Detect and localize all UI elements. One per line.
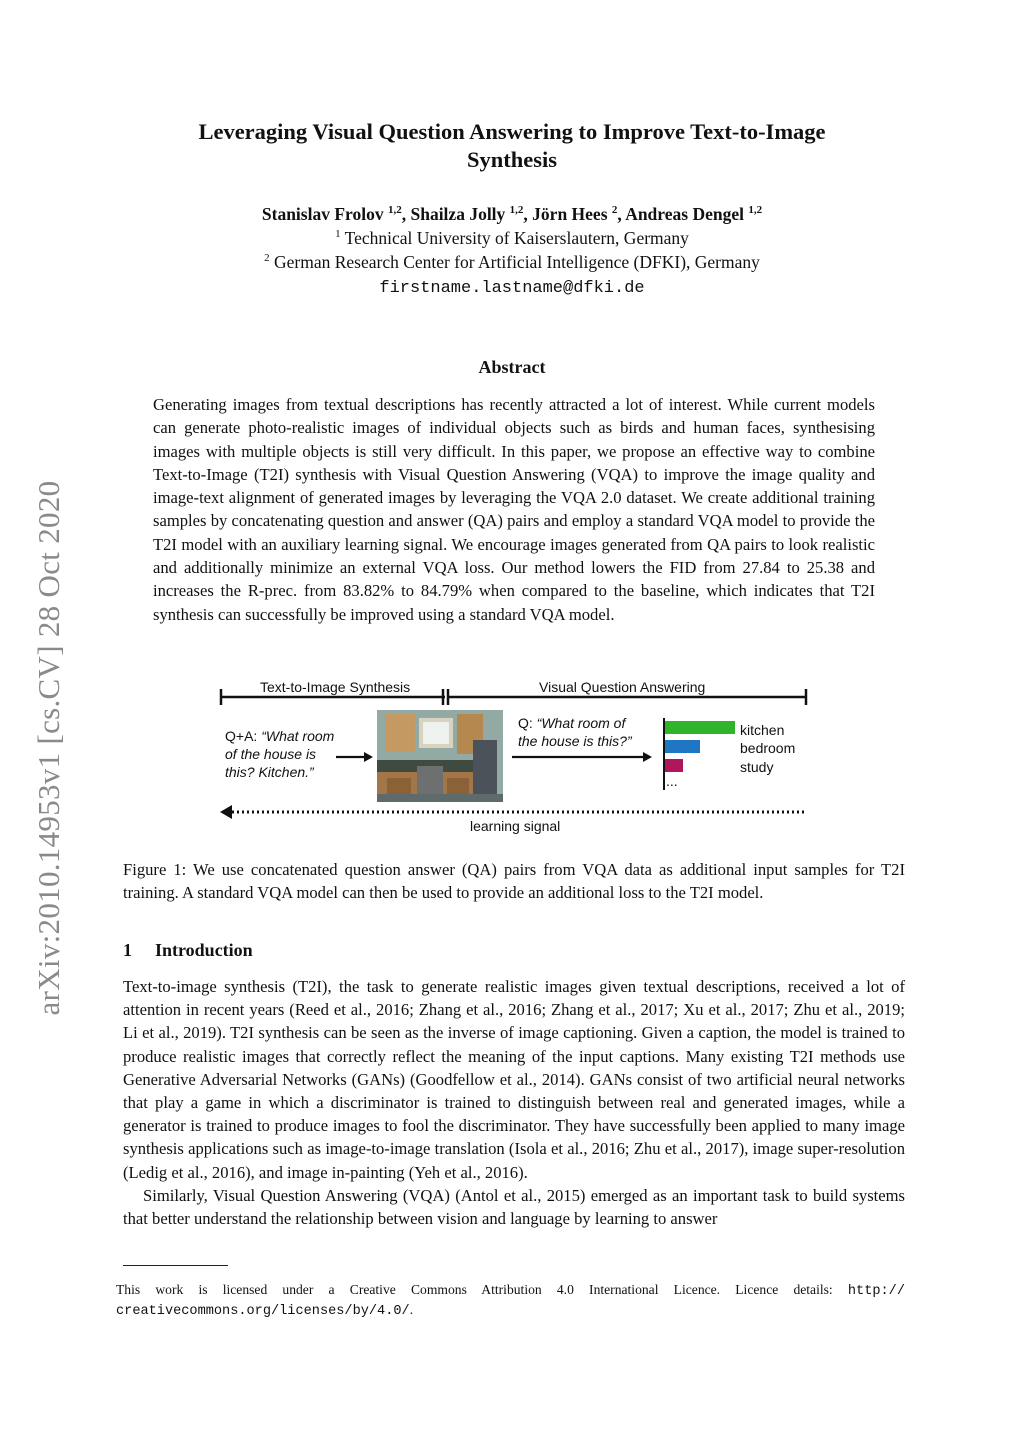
question-text: Q: “What room of the house is this?” <box>518 715 632 749</box>
answer-bar-kitchen <box>665 721 735 734</box>
label-learning-signal: learning signal <box>470 818 561 834</box>
author-email: firstname.lastname@dfki.de <box>379 279 645 298</box>
section-heading <box>123 940 253 961</box>
title-line-1: Leveraging Visual Question Answering to Improve Text-to-Image <box>198 119 826 144</box>
answer-bar-bedroom <box>665 740 700 753</box>
affiliation-1: $^1$ Technical University of Kaiserslautern, Germany <box>335 228 689 248</box>
section-title: Introduction <box>155 940 253 960</box>
generated-kitchen-image <box>377 710 503 802</box>
label-t2i: Text-to-Image Synthesis <box>260 679 411 695</box>
answer-bars <box>665 721 735 772</box>
abstract-heading: Abstract <box>478 357 546 377</box>
answer-bedroom: bedroom <box>740 740 796 756</box>
footnote-rule <box>123 1265 228 1266</box>
author-list <box>0 204 1024 225</box>
title-line-2: Synthesis <box>466 147 558 172</box>
license-link[interactable]: http:// creativecommons.org/licenses/by/4.0/ <box>116 1284 905 1319</box>
input-arrowhead <box>364 752 373 762</box>
vqa-arrowhead <box>643 752 652 762</box>
paragraph: Text-to-image synthesis (T2I), the task to generate realistic images given textual descriptions, received a lot of attention in recent years (Reed et al., 2016; Zhang et al., 2016; Zhang et al., 2017; Xu et al., 2017; Zhu et al., 2019; Li et al., 2019). T2I synthesis can be seen as the inverse of image captioning. Given a caption, the model is trained to produce realistic images that correctly reflect the meaning of the input captions. Many existing T2I methods use Generative Adversarial Networks (GANs) (Goodfellow et al., 2014). GANs consist of two artificial neural networks that play a game in which a discriminator is trained to distinguish between real and generated images, while a generator is trained to produce images to fool the discriminator. They have successfully been applied to many image synthesis applications such as image-to-image translation (Isola et al., 2016; Zhu et al., 2017), image super-resolution (Ledig et al., 2016), and image in-painting (Yeh et al., 2016). <box>123 977 905 1182</box>
paper-title <box>0 118 1024 174</box>
answer-bar-study <box>665 759 683 772</box>
author: Jörn Hees $^2$, <box>532 204 626 224</box>
paragraph: Similarly, Visual Question Answering (VQA) (Antol et al., 2015) emerged as an important task to build systems that better understand the relationship between vision and language by learning to answer <box>123 1185 905 1229</box>
author: Shailza Jolly $^{1,2}$, <box>410 204 533 224</box>
figure-1 <box>200 672 840 842</box>
abstract-text: Generating images from textual descriptions has recently attracted a lot of interest. While current models can generate photo-realistic images of individual objects such as birds and human faces, synthesising images with multiple objects is still very difficult. In this paper, we propose an effective way to combine Text-to-Image (T2I) synthesis with Visual Question Answering (VQA) to improve the image quality and image-text alignment of generated images by leveraging the VQA 2.0 dataset. We create additional training samples by concatenating question and answer (QA) pairs and employ a standard VQA model to provide the T2I model with an auxiliary learning signal. We encourage images generated from QA pairs to look realistic and additionally minimize an external VQA loss. Our method lowers the FID from 27.84 to 25.38 and increases the R-prec. from 83.82% to 84.79% when compared to the baseline, which indicates that T2I synthesis can successfully be improved using a standard VQA model. <box>153 395 875 624</box>
answer-kitchen: kitchen <box>740 722 785 738</box>
author: Andreas Dengel $^{1,2}$ <box>625 204 763 224</box>
figure-caption: Figure 1: We use concatenated question answer (QA) pairs from VQA data as additional input samples for T2I training. A standard VQA model can then be used to provide an additional loss to the T2I model. <box>123 860 905 902</box>
answer-study: study <box>740 759 774 775</box>
arxiv-identifier: arXiv:2010.14953v1 [cs.CV] 28 Oct 2020 <box>31 480 66 1016</box>
affiliation-2: $^2$ German Research Center for Artificial Intelligence (DFKI), Germany <box>264 252 760 272</box>
introduction-body <box>123 975 905 1230</box>
kitchen-picture <box>377 710 503 802</box>
qa-input-text: Q+A: “What room of the house is this? Kitchen.” <box>225 728 335 780</box>
footnote: This work is licensed under a Creative Commons Attribution 4.0 International Licence. Licence details: http:// creativecommons.org/licenses/by/4.0/. <box>116 1282 905 1319</box>
label-vqa: Visual Question Answering <box>539 679 706 695</box>
section-number: 1 <box>123 940 132 960</box>
learning-signal-arrowhead <box>220 805 232 819</box>
author: Stanislav Frolov $^{1,2}$, <box>261 204 411 224</box>
answer-ellipsis: ... <box>666 773 678 789</box>
